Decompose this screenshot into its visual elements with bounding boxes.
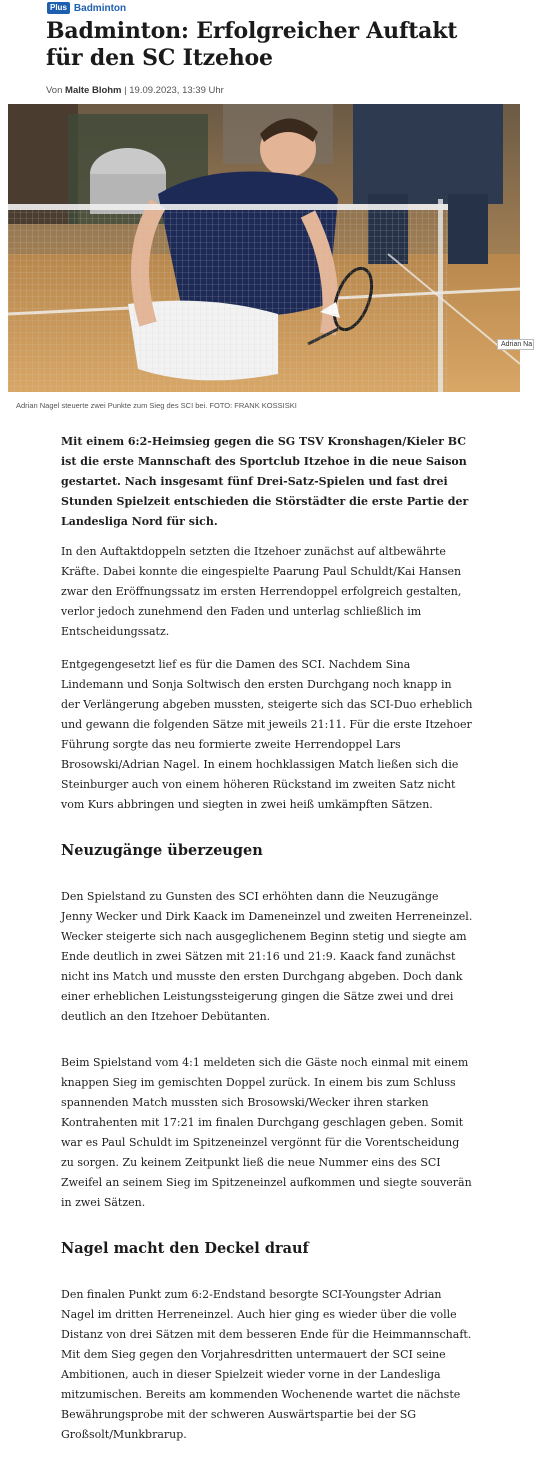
badminton-player-image: [8, 104, 520, 392]
paragraph: Beim Spielstand vom 4:1 meldeten sich die Gäste noch einmal mit einem knappen Sieg im gemischten Doppel zurück. In einem bis zum Schluss spannenden Match mussten sich Brosowski/Wecker ihren starken Kontrahenten mit 17:21 im finalen Durchgang geschlagen geben. Somit war es Paul Schuldt im Spitzeneinzel vergönnt für die Vorentscheidung zu sorgen. Zu keinem Zeitpunkt ließ die neue Nummer eins des SCI Zweifel an seinem Sieg im Spitzeneinzel aufkommen und siegte souverän in zwei Sätzen.: [61, 1056, 472, 1209]
article-topline: [47, 2, 126, 14]
article-body: [61, 432, 473, 1458]
section-heading: Nagel macht den Deckel drauf: [61, 1240, 309, 1257]
author-link[interactable]: Malte Blohm: [65, 85, 122, 96]
byline-prefix: Von: [46, 85, 66, 96]
paragraph: Entgegengesetzt lief es für die Damen des SCI. Nachdem Sina Lindemann und Sonja Soltwisch den ersten Durchgang noch knapp in der Verlängerung abgeben mussten, steigerte sich das SCI-Duo erheblich und gewann die folgenden Sätze mit jeweils 21:11. Für die erste Itzehoer Führung sorgte das neu formierte zweite Herrendoppel Lars Brosowski/Adrian Nagel. In einem hochklassigen Match ließen sich die Steinburger auch von einem höheren Rückstand im zweiten Satz nicht vom Kurs abbringen und siegten in zwei heiß umkämpften Sätzen.: [61, 658, 473, 811]
image-side-tag: Adrian Na: [497, 339, 534, 350]
paragraph: In den Auftaktdoppeln setzten die Itzehoer zunächst auf altbewährte Kräfte. Dabei konnte die eingespielte Paarung Paul Schuldt/Kai Hansen zwar den Eröffnungssatz im ersten Herrendoppel erfolgreich gestalten, verlor jedoch zunehmend den Faden und unterlag schließlich im Entscheidungssatz.: [61, 545, 462, 638]
plus-badge: Plus: [47, 2, 70, 14]
article-title: Badminton: Erfolgreicher Auftakt für den SC Itzehoe: [46, 18, 458, 71]
paragraph: Den Spielstand zu Gunsten des SCI erhöhten dann die Neuzugänge Jenny Wecker und Dirk Kaack im Dameneinzel und zweiten Herreneinzel. Wecker steigerte sich nach ausgeglichenem Beginn stetig und siegte am Ende deutlich in zwei Sätzen mit 21:16 und 21:9. Kaack fand zunächst nicht ins Match und musste den ersten Durchgang abgeben. Doch dank einer erheblichen Leistungssteigerung gingen die Sätze zwei und drei deutlich an den Itzehoer Debütanten.: [61, 890, 473, 1023]
article-photo: [8, 104, 520, 392]
paragraph: Den finalen Punkt zum 6:2-Endstand besorgte SCI-Youngster Adrian Nagel im dritten Herreneinzel. Auch hier ging es wieder über die volle Distanz von drei Sätzen mit dem besseren Ende für die Heimmannschaft. Mit dem Sieg gegen den Vorjahresdritten untermauert der SCI seine Ambitionen, auch in dieser Spielzeit wieder vorne in der Landesliga mitzumischen. Bereits am kommenden Wochenende wartet die nächste Bewährungsprobe mit der schweren Auswärtspartie bei der SG Großsolt/Munkbrarup.: [61, 1288, 472, 1441]
byline-date: | 19.09.2023, 13:39 Uhr: [121, 85, 224, 96]
photo-caption: Adrian Nagel steuerte zwei Punkte zum Sieg des SCI bei. FOTO: FRANK KOSSISKI: [16, 401, 297, 410]
article-lead: Mit einem 6:2-Heimsieg gegen die SG TSV Kronshagen/Kieler BC ist die erste Mannschaft des Sportclub Itzehoe in die neue Saison gestartet. Nach insgesamt fünf Drei-Satz-Spielen und fast drei Stunden Spielzeit entschieden die Störstädter die erste Partie der Landesliga Nord für sich.: [61, 435, 469, 528]
kicker-link[interactable]: Badminton: [73, 2, 127, 14]
byline: [46, 85, 224, 96]
section-heading: Neuzugänge überzeugen: [61, 842, 263, 859]
